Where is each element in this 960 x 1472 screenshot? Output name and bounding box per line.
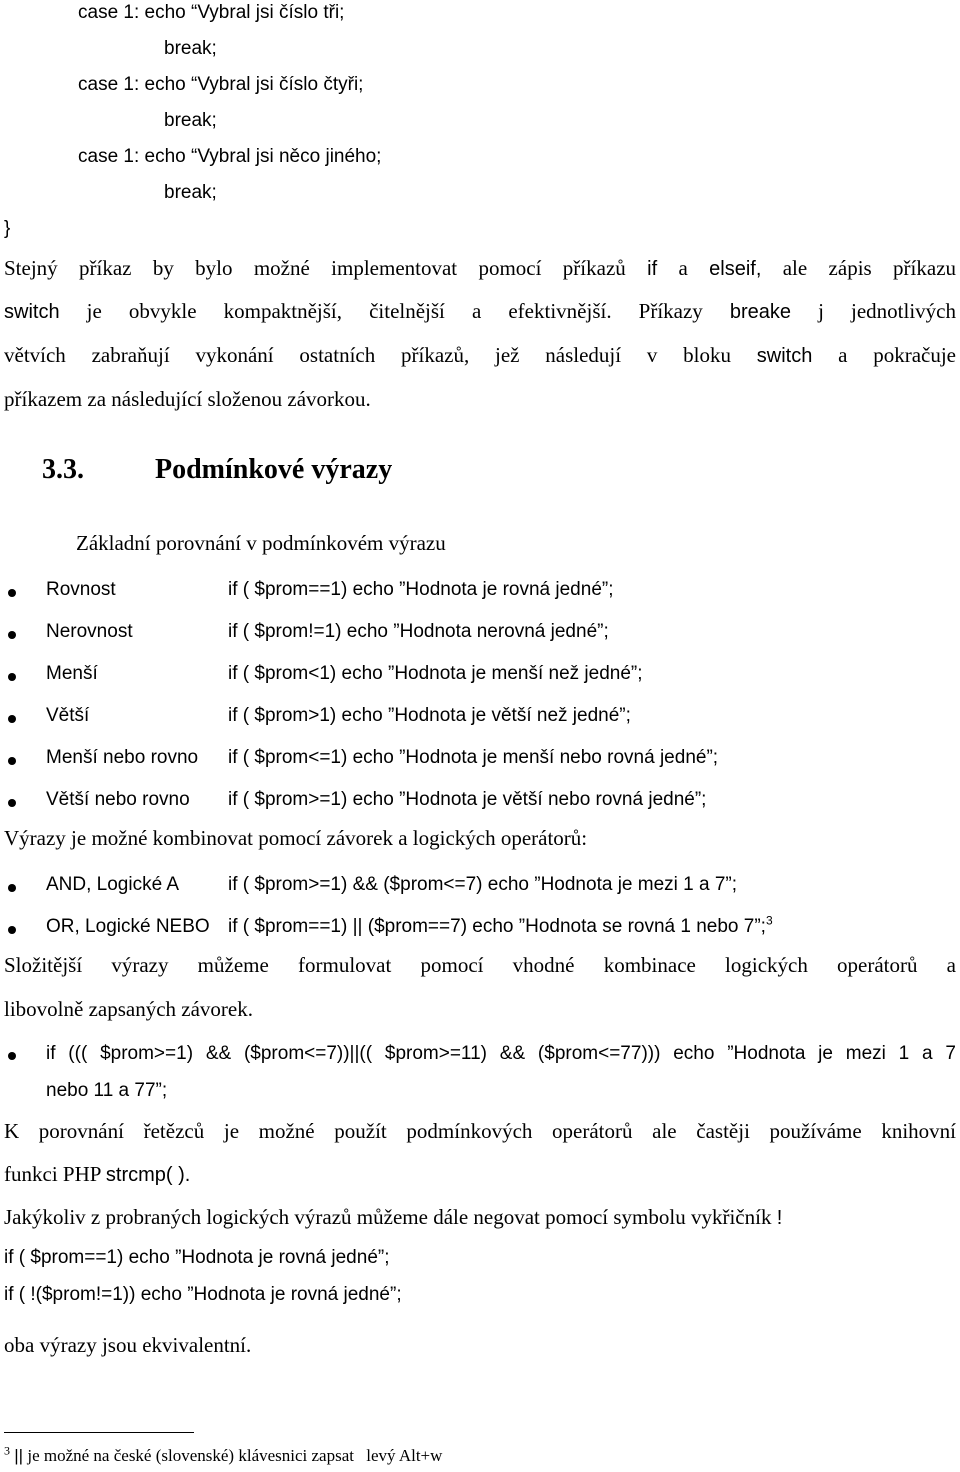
comparison-label: Menší nebo rovno	[46, 747, 199, 768]
bullet-icon	[8, 757, 16, 765]
bullet-icon	[8, 884, 16, 892]
footnote-text: je možné na české (slovenské) klávesnici zapsat	[27, 1446, 354, 1465]
paragraph-complex-line-2: libovolně zapsaných závorek.	[4, 997, 253, 1021]
comparison-label: Rovnost	[46, 579, 116, 600]
paragraph-complex-line-1: Složitější výrazy můžeme formulovat pomocí vhodné kombinace logických operátorů a	[4, 953, 956, 977]
subheading-basic-comparison: Základní porovnání v podmínkovém výrazu	[76, 531, 446, 555]
complex-code-line-1: if ((( $prom>=1) && ($prom<=7))||(( $prom>=11) && ($prom<=77))) echo ”Hodnota je mezi 1 a 7	[46, 1043, 956, 1064]
paragraph-equivalent: oba výrazy jsou ekvivalentní.	[4, 1333, 252, 1357]
paragraph-switch-line-3: větvích zabraňují vykonání ostatních příkazů, jež následují v bloku switch a pokračuje	[4, 343, 956, 367]
comparison-label: Větší nebo rovno	[46, 789, 190, 810]
bullet-icon	[8, 631, 16, 639]
section-title: Podmínkové výrazy	[155, 454, 393, 485]
footnote-reference[interactable]: 3	[765, 913, 773, 928]
comparison-code: if ( $prom<=1) echo ”Hodnota je menší nebo rovná jedné”;	[228, 747, 719, 768]
paragraph-switch-line-2: switch je obvykle kompaktnější, čitelnější a efektivnější. Příkazy breake j jednotlivých	[4, 299, 956, 323]
code-line-case-2: case 1: echo “Vybral jsi číslo čtyři;	[78, 74, 364, 95]
footnote	[4, 1443, 443, 1466]
footnote-mark: 3	[4, 1443, 10, 1458]
comparison-code: if ( $prom==1) echo ”Hodnota je rovná jedné”;	[228, 579, 614, 600]
logical-code: if ( $prom==1) || ($prom==7) echo ”Hodnota se rovná 1 nebo 7”;$^3$	[228, 913, 773, 937]
bullet-icon	[8, 799, 16, 807]
complex-code-line-2: nebo 11 a 77”;	[46, 1080, 168, 1101]
comparison-label: Menší	[46, 663, 98, 684]
paragraph-strcmp-line-1: K porovnání řetězců je možné použít podmínkových operátorů ale častěji používáme knihovní	[4, 1119, 956, 1143]
code-line-break-1: break;	[164, 38, 217, 59]
paragraph-switch-line-1: Stejný příkaz by bylo možné implementovat pomocí příkazů if a elseif, ale zápis příkazu	[4, 256, 957, 280]
footnote-separator	[4, 1432, 194, 1433]
comparison-code: if ( $prom>=1) echo ”Hodnota je větší nebo rovná jedné”;	[228, 789, 707, 810]
comparison-code: if ( $prom!=1) echo ”Hodnota nerovná jedné”;	[228, 621, 609, 642]
negate-code-line-2: if ( !($prom!=1)) echo ”Hodnota je rovná jedné”;	[4, 1284, 402, 1305]
comparison-code: if ( $prom<1) echo ”Hodnota je menší než jedné”;	[228, 663, 643, 684]
logical-label: OR, Logické NEBO	[46, 916, 210, 937]
bullet-icon	[8, 926, 16, 934]
code-line-break-3: break;	[164, 182, 217, 203]
bullet-icon	[8, 589, 16, 597]
comparison-label: Nerovnost	[46, 621, 133, 642]
code-line-case-3: case 1: echo “Vybral jsi něco jiného;	[78, 146, 382, 167]
footnote-bars: ||	[14, 1446, 24, 1465]
paragraph-combine: Výrazy je možné kombinovat pomocí závorek a logických operátorů:	[4, 826, 588, 850]
code-line-break-2: break;	[164, 110, 217, 131]
code-closing-brace: }	[4, 218, 11, 239]
code-line-case-1: case 1: echo “Vybral jsi číslo tři;	[78, 2, 345, 23]
comparison-code: if ( $prom>1) echo ”Hodnota je větší než jedné”;	[228, 705, 631, 726]
section-number: 3.3.	[42, 454, 84, 485]
paragraph-strcmp-line-2: funkci PHP strcmp( ).	[4, 1162, 191, 1186]
negate-code-line-1: if ( $prom==1) echo ”Hodnota je rovná jedné”;	[4, 1247, 390, 1268]
bullet-icon	[8, 673, 16, 681]
paragraph-switch-line-4: příkazem za následující složenou závorkou.	[4, 387, 371, 411]
comparison-label: Větší	[46, 705, 90, 726]
footnote-keys: levý Alt+w	[366, 1446, 443, 1465]
logical-label: AND, Logické A	[46, 874, 180, 895]
logical-code: if ( $prom>=1) && ($prom<=7) echo ”Hodnota je mezi 1 a 7”;	[228, 874, 738, 895]
paragraph-negate: Jakýkoliv z probraných logických výrazů můžeme dále negovat pomocí symbolu vykřičník !	[4, 1205, 783, 1229]
bullet-icon	[8, 1052, 16, 1060]
bullet-icon	[8, 715, 16, 723]
